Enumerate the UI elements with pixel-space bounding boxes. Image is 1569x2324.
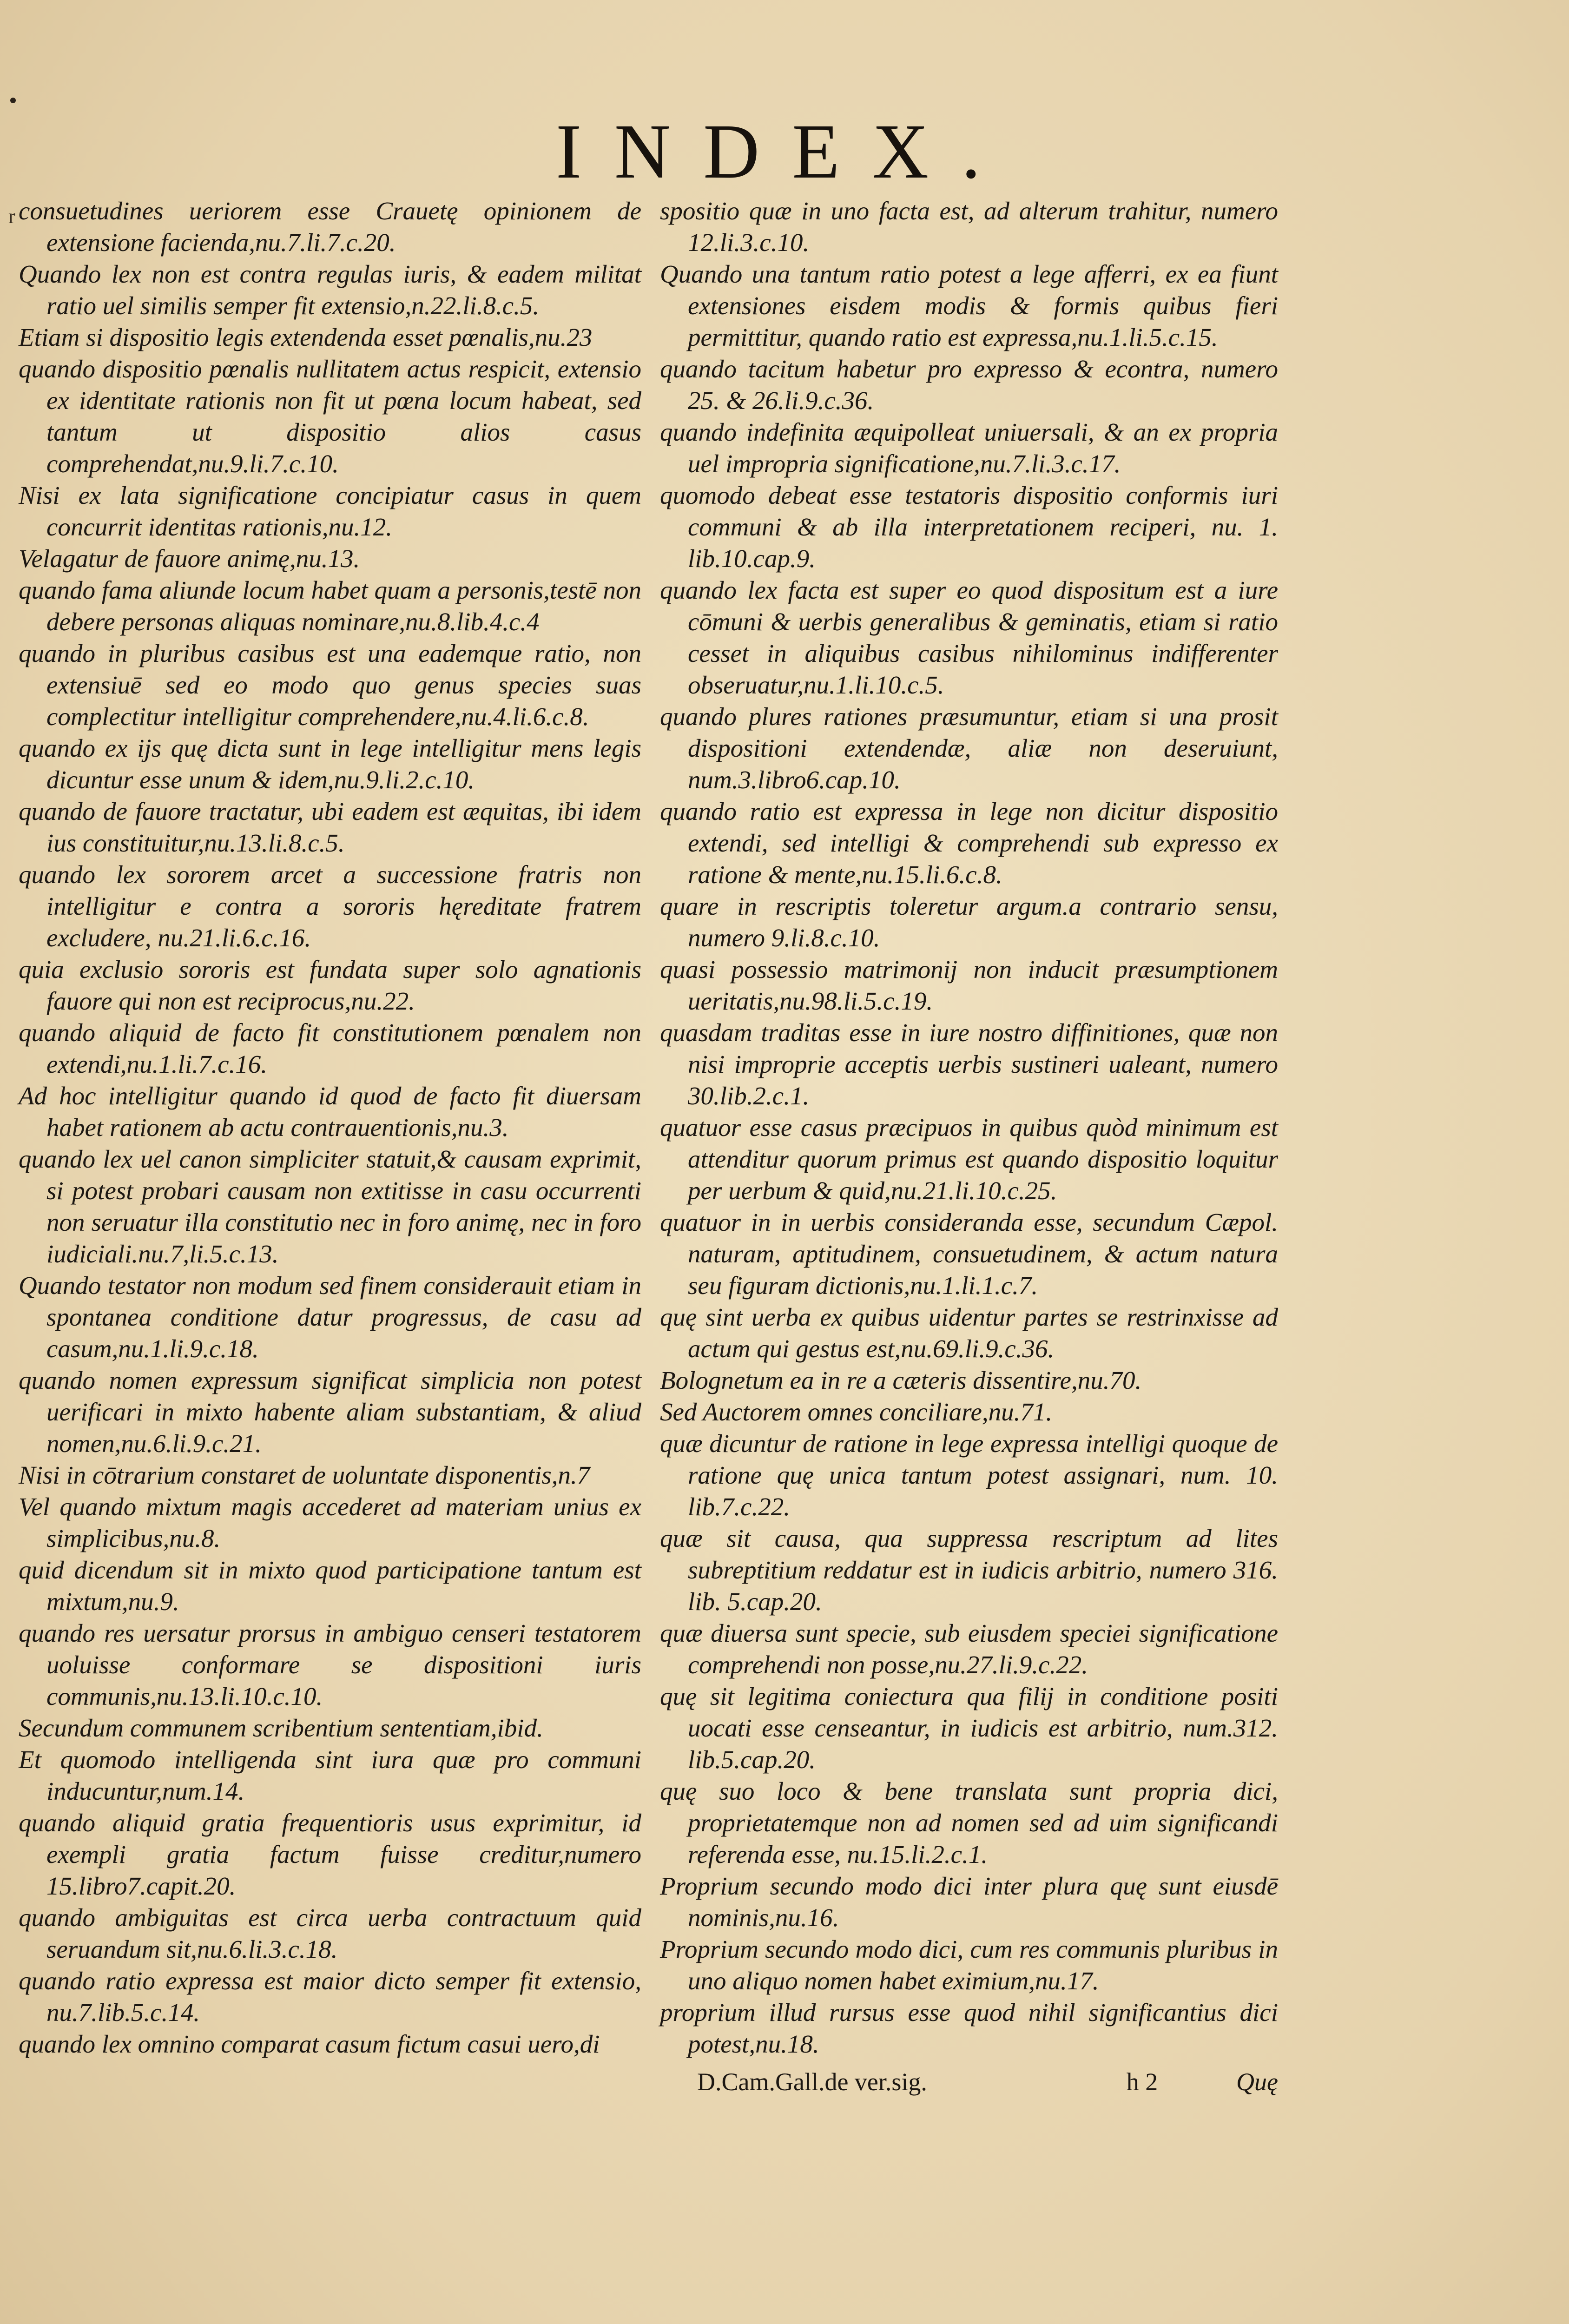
index-entry: quando plures rationes præsumuntur, etiam si una prosit dispositioni extendendæ, aliæ non deseruiunt, num.3.libro6.cap.10. (660, 702, 1278, 794)
index-entry: quando lex uel canon simpliciter statuit,& causam exprimit, si potest probari causam non extitisse in casu occurrenti non seruatur illa constitutio nec in foro animę, nec in foro iudiciali.nu.7,li.5.c.13. (19, 1145, 641, 1268)
index-entry: quando indefinita æquipolleat uniuersali, & an ex propria uel impropria significatione,nu.7.li.3.c.17. (660, 418, 1278, 478)
index-entry: Quando testator non modum sed finem considerauit etiam in spontanea conditione datur progressus, de casu ad casum,nu.1.li.9.c.18. (19, 1271, 641, 1363)
index-entry: quomodo debeat esse testatoris dispositio conformis iuri communi & ab illa interpretationem reciperi, nu. 1. lib.10.cap.9. (660, 481, 1278, 573)
index-entry: quia exclusio sororis est fundata super solo agnationis fauore qui non est reciprocus,nu.22. (19, 955, 641, 1015)
index-entry: quando lex sororem arcet a successione fratris non intelligitur e contra a sororis hęreditate fratrem excludere, nu.21.li.6.c.16. (19, 860, 641, 952)
index-entry: quando lex omnino comparat casum fictum casui uero,di (19, 2030, 600, 2058)
index-entry: consuetudines ueriorem esse Crauetę opinionem de extensione facienda,nu.7.li.7.c.20. (19, 197, 641, 257)
index-entry: quando in pluribus casibus est una eademque ratio, non extensiuē sed eo modo quo genus species suas complectitur intelligitur comprehendere,nu.4.li.6.c.8. (19, 639, 641, 731)
index-entry: spositio quæ in uno facta est, ad alterum trahitur, numero 12.li.3.c.10. (660, 197, 1278, 257)
index-entry: quando lex facta est super eo quod dispositum est a iure cōmuni & uerbis generalibus & geminatis, etiam si ratio cesset in aliquibus casibus nihilominus indifferenter obseruatur,nu.1.li.10.c.5. (660, 576, 1278, 699)
index-entry: Quando lex non est contra regulas iuris, & eadem militat ratio uel similis semper fit extensio,n.22.li.8.c.5. (19, 260, 641, 320)
ink-spot (10, 98, 16, 103)
index-entry: quando ex ijs quę dicta sunt in lege intelligitur mens legis dicuntur esse unum & idem,nu.9.li.2.c.10. (19, 734, 641, 794)
index-entry: quasi possessio matrimonij non inducit præsumptionem ueritatis,nu.98.li.5.c.19. (660, 955, 1278, 1015)
index-entry: Ad hoc intelligitur quando id quod de facto fit diuersam habet rationem ab actu contrauentionis,nu.3. (19, 1082, 641, 1142)
index-entry: quando dispositio pœnalis nullitatem actus respicit, extensio ex identitate rationis non fit ut pœna locum habeat, sed tantum ut dispositio alios casus comprehendat,nu.9.li.7.c.10. (19, 355, 641, 478)
index-entry: quando ratio expressa est maior dicto semper fit extensio, nu.7.lib.5.c.14. (19, 1967, 641, 2027)
index-entry: quando fama aliunde locum habet quam a personis,testē non debere personas aliquas nominare,nu.8.lib.4.c.4 (19, 576, 641, 636)
margin-mark: r (8, 205, 15, 228)
index-entry: Velagatur de fauore animę,nu.13. (19, 544, 360, 573)
index-entry: quasdam traditas esse in iure nostro diffinitiones, quæ non nisi improprie acceptis uerbis sustineri ualeant, numero 30.lib.2.c.1. (660, 1018, 1278, 1110)
index-entry: quando ratio est expressa in lege non dicitur dispositio extendi, sed intelligi & comprehendi sub expresso ex ratione & mente,nu.15.li.6.c.8. (660, 797, 1278, 889)
index-entry: quę sit legitima coniectura qua filij in conditione positi uocati esse censeantur, in iudicis est arbitrio, num.312. lib.5.cap.20. (660, 1682, 1278, 1774)
index-entry: quando aliquid de facto fit constitutionem pœnalem non extendi,nu.1.li.7.c.16. (19, 1018, 641, 1078)
index-entry: quæ sit causa, qua suppressa rescriptum ad lites subreptitium reddatur est in iudicis arbitrio, numero 316. lib. 5.cap.20. (660, 1524, 1278, 1616)
index-entry: quando nomen expressum significat simplicia non potest uerificari in mixto habente aliam substantiam, & aliud nomen,nu.6.li.9.c.21. (19, 1366, 641, 1458)
index-entry: Proprium secundo modo dici inter plura quę sunt eiusdē nominis,nu.16. (660, 1872, 1278, 1932)
index-entry: quę sint uerba ex quibus uidentur partes se restrinxisse ad actum qui gestus est,nu.69.li.9.c.36. (660, 1303, 1278, 1363)
index-entry: quid dicendum sit in mixto quod participatione tantum est mixtum,nu.9. (19, 1556, 641, 1616)
index-entry: quatuor in in uerbis consideranda esse, secundum Cæpol. naturam, aptitudinem, consuetudinem, & actum natura seu figuram dictionis,nu.1.li.1.c.7. (660, 1208, 1278, 1300)
index-entry: quando aliquid gratia frequentioris usus exprimitur, id exempli gratia factum fuisse creditur,numero 15.libro7.capit.20. (19, 1809, 641, 1900)
index-entry: Nisi in cōtrarium constaret de uoluntate disponentis,n.7 (19, 1461, 590, 1489)
index-entry: quare in rescriptis toleretur argum.a contrario sensu, numero 9.li.8.c.10. (660, 892, 1278, 952)
index-entry: Nisi ex lata significatione concipiatur casus in quem concurrit identitas rationis,nu.12. (19, 481, 641, 541)
page-footer (697, 2067, 1278, 2096)
index-entry: Secundum communem scribentium sententiam,ibid. (19, 1714, 543, 1742)
index-entry: Vel quando mixtum magis accederet ad materiam unius ex simplicibus,nu.8. (19, 1492, 641, 1552)
index-entry: quæ diuersa sunt specie, sub eiusdem speciei significatione comprehendi non posse,nu.27.li.9.c.22. (660, 1619, 1278, 1679)
index-entry: quatuor esse casus præcipuos in quibus quòd minimum est attenditur quorum primus est quando dispositio loquitur per uerbum & quid,nu.21.li.10.c.25. (660, 1113, 1278, 1205)
catchword: Quę (1236, 2068, 1278, 2096)
index-entry: Quando una tantum ratio potest a lege afferri, ex ea fiunt extensiones eisdem modis & formis quibus fieri permittitur, quando ratio est expressa,nu.1.li.5.c.15. (660, 260, 1278, 351)
index-entry: Proprium secundo modo dici, cum res communis pluribus in uno aliquo nomen habet eximium,nu.17. (660, 1935, 1278, 1995)
index-entry: quando ambiguitas est circa uerba contractuum quid seruandum sit,nu.6.li.3.c.18. (19, 1903, 641, 1963)
index-entry: quando de fauore tractatur, ubi eadem est æquitas, ibi idem ius constituitur,nu.13.li.8.c.5. (19, 797, 641, 857)
page-title: INDEX. (555, 108, 1014, 195)
index-entry: Sed Auctorem omnes conciliare,nu.71. (660, 1398, 1053, 1426)
footer-source: D.Cam.Gall.de ver.sig. (697, 2068, 927, 2096)
right-column (660, 195, 1278, 2060)
signature-mark: h 2 (1126, 2068, 1158, 2096)
index-entry: Etiam si dispositio legis extendenda esset pœnalis,nu.23 (19, 323, 593, 351)
index-entry: quando res uersatur prorsus in ambiguo censeri testatorem uoluisse conformare se dispositioni iuris communis,nu.13.li.10.c.10. (19, 1619, 641, 1710)
index-entry: Bolognetum ea in re a cæteris dissentire,nu.70. (660, 1366, 1142, 1394)
index-entry: Et quomodo intelligenda sint iura quæ pro communi inducuntur,num.14. (19, 1745, 641, 1805)
index-entry: quæ dicuntur de ratione in lege expressa intelligi quoque de ratione quę unica tantum potest assignari, num. 10. lib.7.c.22. (660, 1429, 1278, 1521)
index-entry: proprium illud rursus esse quod nihil significantius dici potest,nu.18. (660, 1998, 1278, 2058)
index-entry: quando tacitum habetur pro expresso & econtra, numero 25. & 26.li.9.c.36. (660, 355, 1278, 415)
left-column (19, 195, 641, 2060)
index-entry: quę suo loco & bene translata sunt propria dici, proprietatemque non ad nomen sed ad uim significandi referenda esse, nu.15.li.2.c.1. (660, 1777, 1278, 1868)
